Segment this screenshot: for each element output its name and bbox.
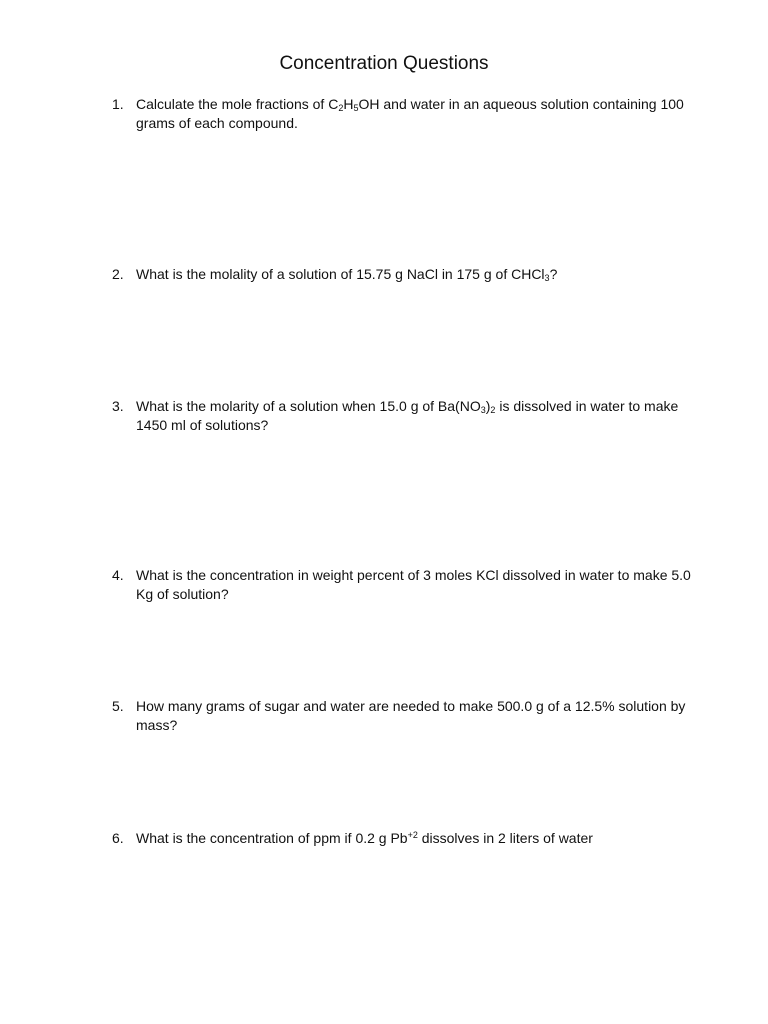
text-run: H [343, 96, 354, 112]
subscript: 3 [544, 273, 550, 283]
question-number: 3. [112, 398, 124, 414]
question-5 [112, 697, 692, 735]
text-run: What is the molality of a solution of 15.75 g NaCl in 175 g of CHCl [136, 266, 545, 282]
text-run: Calculate the mole fractions of C [136, 96, 339, 112]
question-text [136, 397, 692, 435]
question-1 [112, 95, 692, 133]
text-run: is dissolved in water to make 1450 ml of solutions? [136, 398, 679, 433]
question-text [136, 829, 692, 848]
subscript: 2 [338, 103, 344, 113]
superscript: +2 [407, 830, 418, 840]
question-2 [112, 265, 692, 284]
question-number: 6. [112, 830, 124, 846]
subscript: 2 [490, 405, 496, 415]
text-run: ) [485, 398, 491, 414]
text-run: How many grams of sugar and water are needed to make 500.0 g of a 12.5% solution by mass? [136, 698, 686, 733]
question-number: 1. [112, 96, 124, 112]
question-3 [112, 397, 692, 435]
question-number: 5. [112, 698, 124, 714]
question-4 [112, 566, 692, 604]
text-run: What is the molarity of a solution when 15.0 g of Ba(NO [136, 398, 481, 414]
page-title: Concentration Questions [279, 53, 489, 74]
subscript: 3 [480, 405, 486, 415]
text-run: What is the concentration of ppm if 0.2 g Pb [136, 830, 408, 846]
question-6 [112, 829, 692, 848]
text-run: What is the concentration in weight percent of 3 moles KCl dissolved in water to make 5.0 Kg of solution? [136, 567, 691, 602]
question-text [136, 697, 692, 735]
text-run: OH and water in an aqueous solution containing 100 grams of each compound. [136, 96, 684, 131]
text-run: dissolves in 2 liters of water [417, 830, 593, 846]
subscript: 5 [353, 103, 359, 113]
question-text [136, 566, 692, 604]
question-number: 2. [112, 266, 124, 282]
text-run: ? [549, 266, 558, 282]
question-text [136, 265, 692, 284]
question-text [136, 95, 692, 133]
question-number: 4. [112, 567, 124, 583]
